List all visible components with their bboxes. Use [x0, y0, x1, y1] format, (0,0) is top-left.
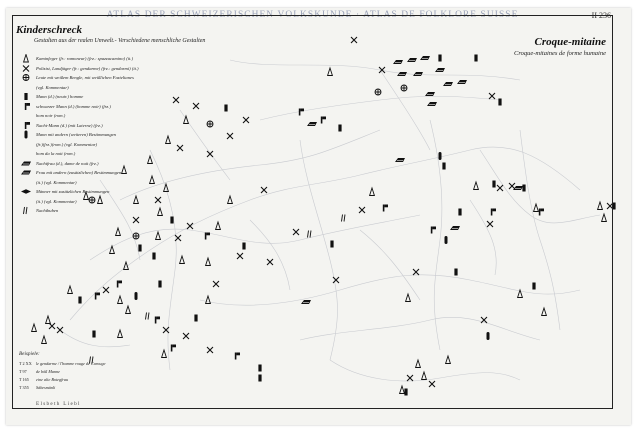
- cross-circle-icon: [19, 73, 33, 82]
- examples-title: Beispiele:: [19, 351, 40, 357]
- flag-icon: [19, 102, 33, 111]
- legend-item: [19, 149, 189, 159]
- legend-item: [19, 83, 189, 93]
- map-title-de: Kinderschreck: [16, 24, 82, 36]
- legend-label: Nacht-Mann (d.) (mit Laterne) (frz.): [36, 122, 103, 128]
- example-row: [19, 359, 149, 367]
- legend-label: Männer mit zusätzlichen Bestimmungen: [36, 189, 110, 195]
- example-text: de böß Manne: [36, 368, 60, 374]
- legend-item: [19, 102, 189, 112]
- legend-label: (it.) (vgl. Kommentar): [36, 198, 77, 204]
- legend-item: [19, 140, 189, 150]
- rect-solid-icon: [19, 92, 33, 101]
- legend-label: Nachtbuben: [36, 208, 59, 214]
- flag-icon: [19, 121, 33, 130]
- example-code: T 165: [19, 376, 29, 382]
- plate-number: II 236: [591, 11, 611, 20]
- example-row: [19, 383, 149, 391]
- blank-icon: [19, 140, 33, 149]
- blank-icon: [19, 178, 33, 187]
- legend-item: [19, 130, 189, 140]
- example-text: Säbesmänli: [36, 384, 56, 390]
- blank-icon: [19, 111, 33, 120]
- legend-item: [19, 92, 189, 102]
- blank-icon: [19, 149, 33, 158]
- legend-label: hom noir (rom.): [36, 113, 66, 119]
- map-title-fr: Croque-mitaine: [534, 36, 606, 48]
- legend-item: [19, 159, 189, 169]
- cap-icon: [19, 159, 33, 168]
- legend-item: [19, 206, 189, 216]
- legend-label: Leute mit weißem Bengle, mit weißlichen Fazieltanes: [36, 75, 134, 81]
- legend-label: Polizist, Landjäger (fr.: gendarme) (frz.: gendarmi) (it.): [36, 65, 139, 71]
- legend-label: Frau mit andern (zusätzlichen) Bestimmungen: [36, 170, 122, 176]
- legend-item: [19, 197, 189, 207]
- examples-box: [19, 351, 149, 391]
- cap-small-icon: [19, 168, 33, 177]
- map-subtitle-de: Gestalten aus der realen Umwelt.- Verschiedene menschliche Gestalten: [34, 38, 206, 44]
- rect-tall-icon: [19, 130, 33, 139]
- example-text: le gendarme / l'homme rouge de Carouge: [36, 360, 106, 366]
- map-subtitle-fr: Croque-mitaines de forme humaine: [513, 50, 606, 57]
- atlas-title: ATLAS DER SCHWEIZERISCHEN VOLKSKUNDE · ATLAS DE FOLKLORE SUISSE: [106, 10, 519, 20]
- cross-icon: [19, 64, 33, 73]
- legend-label: (it.) (vgl. Kommentar): [36, 179, 77, 185]
- author-credit: Elsbeth Liebl: [36, 401, 81, 407]
- blank-icon: [19, 197, 33, 206]
- legend-item: [19, 178, 189, 188]
- example-code: T 97: [19, 368, 27, 374]
- legend-item: [19, 121, 189, 131]
- diamond-flag-icon: [19, 187, 33, 196]
- legend-label: Mann (d.) (neutr.) homme: [36, 94, 84, 100]
- legend-item: [19, 73, 189, 83]
- legend-label: Nachtfrau (d.), dame de nuit (frz.): [36, 160, 99, 166]
- legend-label: Kaminfeger (fr.: ramoneur) (frz.: spazzacamino) (it.): [36, 56, 133, 62]
- cone-outline-icon: [19, 54, 33, 63]
- double-bar-icon: [19, 206, 33, 215]
- legend-label: (vgl. Kommentar): [36, 84, 69, 90]
- legend-item: [19, 64, 189, 74]
- legend-label: schwarzer Mann (d.) (homme noir) (frz.): [36, 103, 111, 109]
- blank-icon: [19, 83, 33, 92]
- example-text: eine alte Botegfrau: [36, 376, 69, 382]
- legend: [19, 54, 189, 216]
- example-row: [19, 375, 149, 383]
- legend-item: [19, 168, 189, 178]
- legend-label: (fr.)(frz.)(rom.) (vgl. Kommentar): [36, 141, 98, 147]
- legend-label: Mann mit andern (weiteren) Bestimmungen: [36, 132, 116, 138]
- example-code: T 2 XX: [19, 360, 32, 366]
- legend-item: [19, 111, 189, 121]
- legend-item: [19, 187, 189, 197]
- legend-item: [19, 54, 189, 64]
- example-code: T 355: [19, 384, 29, 390]
- example-row: [19, 367, 149, 375]
- legend-label: hom da la nott (rom.): [36, 151, 76, 157]
